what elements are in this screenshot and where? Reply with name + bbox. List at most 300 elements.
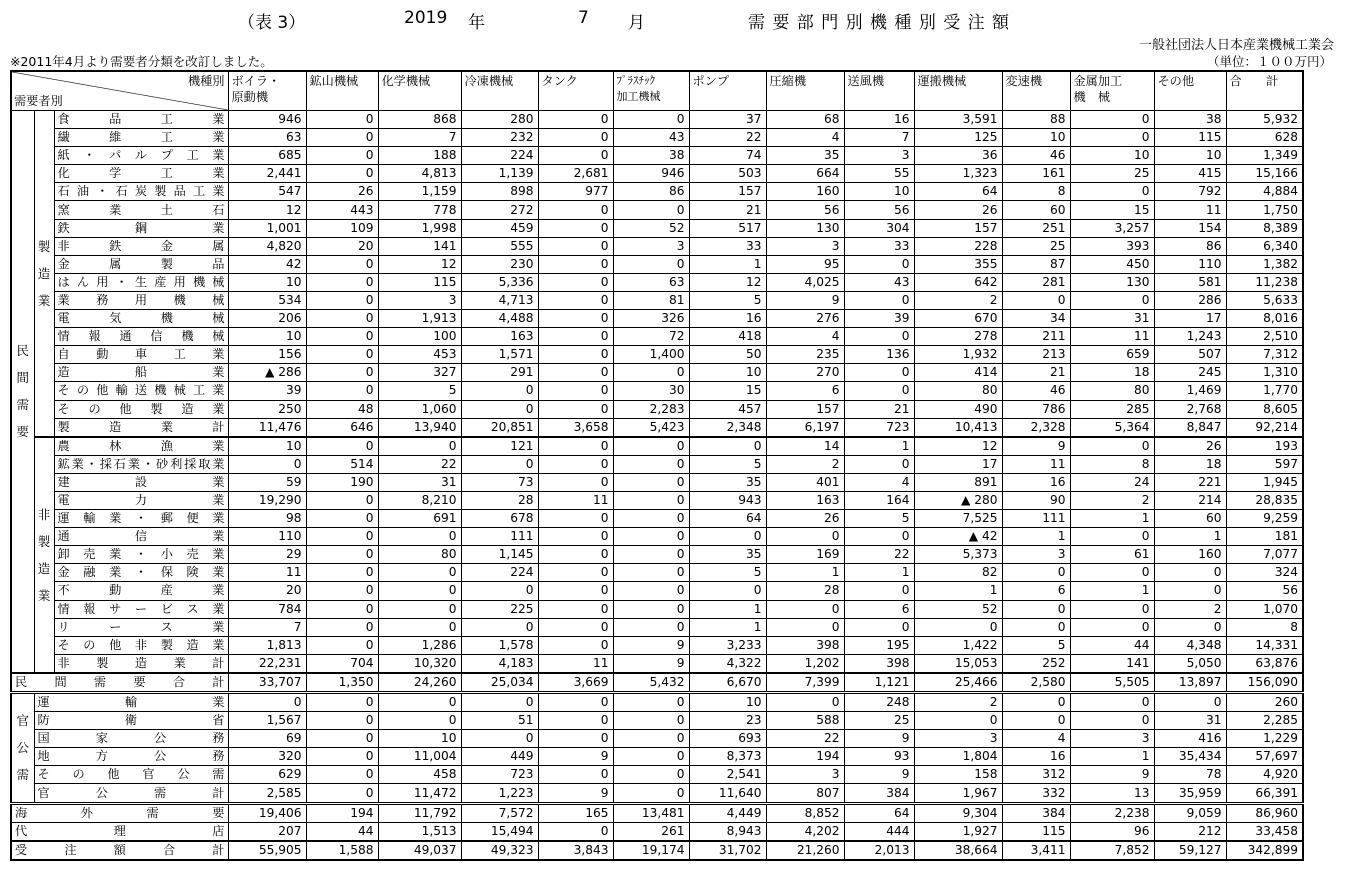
cell-value: 1: [1070, 748, 1154, 766]
cell-value: 3: [914, 730, 1002, 748]
table-row: [11, 784, 1303, 803]
cell-value: 1,567: [228, 712, 306, 730]
table-row: [11, 473, 1303, 491]
cell-value: 1: [914, 582, 1002, 600]
cell-value: 0: [538, 201, 613, 219]
cell-value: 0: [844, 382, 914, 400]
cell-value: 6,197: [766, 418, 844, 437]
table-row: [11, 346, 1303, 364]
cell-value: 28,835: [1226, 491, 1303, 509]
row-label: 鉄鋼業: [54, 219, 228, 237]
row-label: 非製造業計: [54, 654, 228, 673]
cell-value: 1: [844, 437, 914, 456]
cell-value: 4: [766, 328, 844, 346]
cell-value: 26: [914, 201, 1002, 219]
cell-value: 109: [306, 219, 378, 237]
cell-value: 115: [1154, 129, 1226, 147]
cell-value: 0: [613, 582, 689, 600]
table-row: [11, 636, 1303, 654]
cell-value: 0: [461, 618, 538, 636]
cell-value: 285: [1070, 400, 1154, 418]
cell-value: 534: [228, 291, 306, 309]
cell-value: 8,943: [689, 822, 766, 841]
cell-value: 11,640: [689, 784, 766, 803]
cell-value: 44: [1070, 636, 1154, 654]
cell-value: 8,847: [1154, 418, 1226, 437]
cell-value: 1,967: [914, 784, 1002, 803]
cell-value: 14: [766, 437, 844, 456]
cell-value: 5,932: [1226, 111, 1303, 129]
cell-value: 7: [844, 129, 914, 147]
cell-value: 4,025: [766, 273, 844, 291]
cell-value: 48: [306, 400, 378, 418]
column-header: 合 計: [1226, 71, 1303, 111]
cell-value: 304: [844, 219, 914, 237]
cell-value: 0: [538, 510, 613, 528]
table-row: [11, 528, 1303, 546]
cell-value: 20,851: [461, 418, 538, 437]
cell-value: 0: [1002, 693, 1070, 712]
cell-value: 15: [1070, 201, 1154, 219]
cell-value: 0: [378, 528, 461, 546]
cell-value: 1,571: [461, 346, 538, 364]
cell-value: 0: [306, 273, 378, 291]
cell-value: 0: [613, 564, 689, 582]
cell-value: 8,605: [1226, 400, 1303, 418]
row-label: 食品工業: [54, 111, 228, 129]
cell-value: 10: [689, 364, 766, 382]
table-row: [11, 510, 1303, 528]
public-demand-label: 官公需: [11, 693, 34, 804]
manufacturing-label: 製造業: [34, 111, 54, 437]
cell-value: 891: [914, 473, 1002, 491]
cell-value: 8,016: [1226, 310, 1303, 328]
cell-value: 3: [378, 291, 461, 309]
cell-value: 0: [538, 219, 613, 237]
column-header: 圧縮機: [766, 71, 844, 111]
cell-value: 24: [1070, 473, 1154, 491]
cell-value: 2,013: [844, 841, 914, 860]
table-row: [11, 291, 1303, 309]
cell-value: 453: [378, 346, 461, 364]
cell-value: 4,183: [461, 654, 538, 673]
cell-value: 0: [914, 618, 1002, 636]
cell-value: 6,340: [1226, 237, 1303, 255]
cell-value: 0: [306, 147, 378, 165]
table-number: （表 3）: [238, 13, 306, 33]
row-label: はん用・生産用機械: [54, 273, 228, 291]
cell-value: 0: [1154, 693, 1226, 712]
cell-value: 88: [1002, 111, 1070, 129]
cell-value: 74: [689, 147, 766, 165]
cell-value: 0: [538, 437, 613, 456]
cell-value: 10: [228, 273, 306, 291]
row-label: 化学工業: [54, 165, 228, 183]
cell-value: 0: [306, 528, 378, 546]
cell-value: 784: [228, 600, 306, 618]
cell-value: 3,658: [538, 418, 613, 437]
cell-value: 723: [461, 766, 538, 784]
cell-value: ▲ 42: [914, 528, 1002, 546]
cell-value: 212: [1154, 822, 1226, 841]
table-row: [11, 237, 1303, 255]
cell-value: 193: [1226, 437, 1303, 456]
table-row: [11, 382, 1303, 400]
cell-value: 286: [1154, 291, 1226, 309]
cell-value: 18: [1154, 455, 1226, 473]
row-label: 運輸業・郵便業: [54, 510, 228, 528]
cell-value: 110: [1154, 255, 1226, 273]
private-demand-label: 民間需要: [11, 111, 34, 673]
cell-value: 5: [378, 382, 461, 400]
cell-value: 92,214: [1226, 418, 1303, 437]
cell-value: 2,348: [689, 418, 766, 437]
cell-value: 121: [461, 437, 538, 456]
cell-value: 0: [306, 129, 378, 147]
cell-value: 35: [689, 473, 766, 491]
cell-value: 7,399: [766, 673, 844, 693]
table-row: [11, 219, 1303, 237]
cell-value: 22: [844, 546, 914, 564]
cell-value: 80: [914, 382, 1002, 400]
column-header: 運搬機械: [914, 71, 1002, 111]
cell-value: 0: [538, 255, 613, 273]
cell-value: 0: [1070, 129, 1154, 147]
cell-value: 0: [766, 618, 844, 636]
cell-value: 110: [228, 528, 306, 546]
cell-value: 457: [689, 400, 766, 418]
cell-value: 12: [378, 255, 461, 273]
cell-value: 10: [689, 693, 766, 712]
cell-value: 5,505: [1070, 673, 1154, 693]
cell-value: 0: [1070, 693, 1154, 712]
row-label: 自動車工業: [54, 346, 228, 364]
table-row: [11, 418, 1303, 437]
cell-value: 0: [461, 730, 538, 748]
cell-value: 327: [378, 364, 461, 382]
cell-value: 0: [538, 528, 613, 546]
cell-value: 16: [844, 111, 914, 129]
cell-value: 0: [538, 564, 613, 582]
cell-value: 156,090: [1226, 673, 1303, 693]
cell-value: 0: [306, 564, 378, 582]
cell-value: 8,373: [689, 748, 766, 766]
cell-value: ▲ 286: [228, 364, 306, 382]
cell-value: 0: [844, 364, 914, 382]
row-label: 鉱業・採石業・砂利採取業: [54, 455, 228, 473]
table-row: [11, 400, 1303, 418]
cell-value: 7: [378, 129, 461, 147]
cell-value: 2,283: [613, 400, 689, 418]
cell-value: 1,998: [378, 219, 461, 237]
cell-value: 5,373: [914, 546, 1002, 564]
cell-value: 1,469: [1154, 382, 1226, 400]
cell-value: 0: [844, 618, 914, 636]
cell-value: 154: [1154, 219, 1226, 237]
cell-value: 55,905: [228, 841, 306, 860]
cell-value: 64: [844, 803, 914, 822]
column-header: 鉱山機械: [306, 71, 378, 111]
cell-value: 38,664: [914, 841, 1002, 860]
cell-value: 12: [689, 273, 766, 291]
cell-value: 0: [538, 147, 613, 165]
cell-value: 34: [1002, 310, 1070, 328]
cell-value: 2,285: [1226, 712, 1303, 730]
cell-value: 5,336: [461, 273, 538, 291]
cell-value: 8,210: [378, 491, 461, 509]
cell-value: 3,257: [1070, 219, 1154, 237]
private-total-row: [11, 673, 1303, 693]
cell-value: 0: [306, 693, 378, 712]
cell-value: 868: [378, 111, 461, 129]
cell-value: 0: [1070, 111, 1154, 129]
cell-value: 693: [689, 730, 766, 748]
cell-value: 10: [228, 437, 306, 456]
cell-value: 0: [306, 510, 378, 528]
cell-value: 8,389: [1226, 219, 1303, 237]
cell-value: 326: [613, 310, 689, 328]
cell-value: 4,813: [378, 165, 461, 183]
cell-value: 0: [538, 473, 613, 491]
cell-value: 22: [378, 455, 461, 473]
cell-value: 5,050: [1154, 654, 1226, 673]
row-label: 海外需要: [11, 803, 228, 822]
cell-value: 0: [613, 748, 689, 766]
cell-value: 0: [613, 600, 689, 618]
cell-value: 691: [378, 510, 461, 528]
cell-value: 1,513: [378, 822, 461, 841]
cell-value: 0: [613, 510, 689, 528]
cell-value: 0: [1002, 712, 1070, 730]
cell-value: 792: [1154, 183, 1226, 201]
cell-value: 1,243: [1154, 328, 1226, 346]
cell-value: 1,070: [1226, 600, 1303, 618]
cell-value: 221: [1154, 473, 1226, 491]
cell-value: 50: [689, 346, 766, 364]
cell-value: 80: [378, 546, 461, 564]
cell-value: 31: [1070, 310, 1154, 328]
cell-value: 4,713: [461, 291, 538, 309]
row-label: 製造業計: [54, 418, 228, 437]
cell-value: 2,580: [1002, 673, 1070, 693]
cell-value: 19,406: [228, 803, 306, 822]
row-label: 紙・パルプ工業: [54, 147, 228, 165]
cell-value: 664: [766, 165, 844, 183]
cell-value: 28: [461, 491, 538, 509]
row-label: 運輸業: [34, 693, 228, 712]
cell-value: 29: [228, 546, 306, 564]
cell-value: 4,202: [766, 822, 844, 841]
cell-value: 1: [1070, 510, 1154, 528]
cell-value: 0: [461, 455, 538, 473]
cell-value: 5: [689, 455, 766, 473]
cell-value: 4,820: [228, 237, 306, 255]
cell-value: 1,121: [844, 673, 914, 693]
cell-value: 161: [1002, 165, 1070, 183]
cell-value: 4,920: [1226, 766, 1303, 784]
cell-value: 0: [613, 455, 689, 473]
cell-value: 17: [1154, 310, 1226, 328]
table-row: [11, 129, 1303, 147]
cell-value: 0: [538, 291, 613, 309]
cell-value: 6,670: [689, 673, 766, 693]
table-row: [11, 183, 1303, 201]
cell-value: 1: [1154, 528, 1226, 546]
cell-value: 211: [1002, 328, 1070, 346]
row-label: 非鉄金属: [54, 237, 228, 255]
revision-note: ※2011年4月より需要者分類を改訂しました。: [10, 54, 273, 69]
cell-value: 2,768: [1154, 400, 1226, 418]
cell-value: 1,945: [1226, 473, 1303, 491]
cell-value: 38: [1154, 111, 1226, 129]
cell-value: 503: [689, 165, 766, 183]
table-row: [11, 766, 1303, 784]
row-label: 通信業: [54, 528, 228, 546]
cell-value: 280: [461, 111, 538, 129]
cell-value: 12: [914, 437, 1002, 456]
cell-value: 0: [1002, 600, 1070, 618]
row-label: その他製造業: [54, 400, 228, 418]
cell-value: 0: [538, 310, 613, 328]
cell-value: 16: [1002, 748, 1070, 766]
table-row: [11, 255, 1303, 273]
cell-value: 646: [306, 418, 378, 437]
cell-value: 0: [378, 437, 461, 456]
cell-value: 444: [844, 822, 914, 841]
table-row: [11, 564, 1303, 582]
cell-value: 90: [1002, 491, 1070, 509]
corner-bottom-label: 需要者別: [14, 94, 63, 108]
cell-value: 0: [538, 712, 613, 730]
cell-value: 324: [1226, 564, 1303, 582]
cell-value: 15,166: [1226, 165, 1303, 183]
non-manufacturing-label: 非製造業: [34, 437, 54, 673]
overseas-row: [11, 803, 1303, 822]
cell-value: 0: [461, 382, 538, 400]
cell-value: 0: [538, 129, 613, 147]
table-row: [11, 310, 1303, 328]
cell-value: 0: [306, 310, 378, 328]
cell-value: 0: [613, 712, 689, 730]
cell-value: 250: [228, 400, 306, 418]
cell-value: 39: [228, 382, 306, 400]
cell-value: 5,364: [1070, 418, 1154, 437]
cell-value: 63: [613, 273, 689, 291]
cell-value: 0: [306, 364, 378, 382]
cell-value: 2: [766, 455, 844, 473]
header-row: [11, 71, 1303, 111]
cell-value: 21,260: [766, 841, 844, 860]
cell-value: 43: [844, 273, 914, 291]
cell-value: 157: [766, 400, 844, 418]
cell-value: 0: [306, 165, 378, 183]
cell-value: 1,400: [613, 346, 689, 364]
cell-value: 9: [1070, 766, 1154, 784]
cell-value: 15: [689, 382, 766, 400]
cell-value: 10: [1002, 129, 1070, 147]
cell-value: 628: [1226, 129, 1303, 147]
cell-value: 11,792: [378, 803, 461, 822]
cell-value: 685: [228, 147, 306, 165]
cell-value: 260: [1226, 693, 1303, 712]
cell-value: 130: [1070, 273, 1154, 291]
cell-value: 0: [844, 528, 914, 546]
cell-value: 11: [1154, 201, 1226, 219]
cell-value: 0: [378, 582, 461, 600]
cell-value: 0: [306, 437, 378, 456]
cell-value: 3: [844, 147, 914, 165]
cell-value: 0: [766, 600, 844, 618]
cell-value: 0: [306, 328, 378, 346]
cell-value: 59,127: [1154, 841, 1226, 860]
cell-value: 18: [1070, 364, 1154, 382]
row-label: 電気機械: [54, 310, 228, 328]
cell-value: 9: [844, 766, 914, 784]
cell-value: 11,238: [1226, 273, 1303, 291]
agency-row: [11, 822, 1303, 841]
cell-value: 1,813: [228, 636, 306, 654]
cell-value: 164: [844, 491, 914, 509]
cell-value: 57,697: [1226, 748, 1303, 766]
cell-value: 3,843: [538, 841, 613, 860]
cell-value: 11: [228, 564, 306, 582]
cell-value: 82: [914, 564, 1002, 582]
cell-value: 214: [1154, 491, 1226, 509]
cell-value: 59: [228, 473, 306, 491]
cell-value: 33,458: [1226, 822, 1303, 841]
cell-value: 1,927: [914, 822, 1002, 841]
title-name: 需 要 部 門 別 機 種 別 受 注 額: [748, 13, 1011, 33]
cell-value: 206: [228, 310, 306, 328]
cell-value: 33,707: [228, 673, 306, 693]
cell-value: 235: [766, 346, 844, 364]
cell-value: 0: [613, 437, 689, 456]
row-label: 情報通信機械: [54, 328, 228, 346]
cell-value: 11,004: [378, 748, 461, 766]
cell-value: 213: [1002, 346, 1070, 364]
cell-value: 0: [613, 784, 689, 803]
cell-value: 0: [766, 693, 844, 712]
cell-value: 581: [1154, 273, 1226, 291]
cell-value: 157: [689, 183, 766, 201]
cell-value: 4,449: [689, 803, 766, 822]
cell-value: 37: [689, 111, 766, 129]
cell-value: 24,260: [378, 673, 461, 693]
cell-value: 1: [1002, 528, 1070, 546]
cell-value: 195: [844, 636, 914, 654]
cell-value: 12: [228, 201, 306, 219]
cell-value: 0: [378, 600, 461, 618]
row-label: 国家公務: [34, 730, 228, 748]
cell-value: 49,037: [378, 841, 461, 860]
cell-value: 51: [461, 712, 538, 730]
cell-value: 26: [306, 183, 378, 201]
cell-value: 46: [1002, 147, 1070, 165]
cell-value: 7,572: [461, 803, 538, 822]
cell-value: 10,413: [914, 418, 1002, 437]
table-row: [11, 654, 1303, 673]
cell-value: 0: [613, 111, 689, 129]
cell-value: 459: [461, 219, 538, 237]
cell-value: 704: [306, 654, 378, 673]
cell-value: 0: [613, 730, 689, 748]
table-row: [11, 618, 1303, 636]
cell-value: 2: [1070, 491, 1154, 509]
cell-value: 401: [766, 473, 844, 491]
cell-value: 38: [613, 147, 689, 165]
cell-value: 1,770: [1226, 382, 1303, 400]
column-header: ボイラ・ 原動機: [228, 71, 306, 111]
